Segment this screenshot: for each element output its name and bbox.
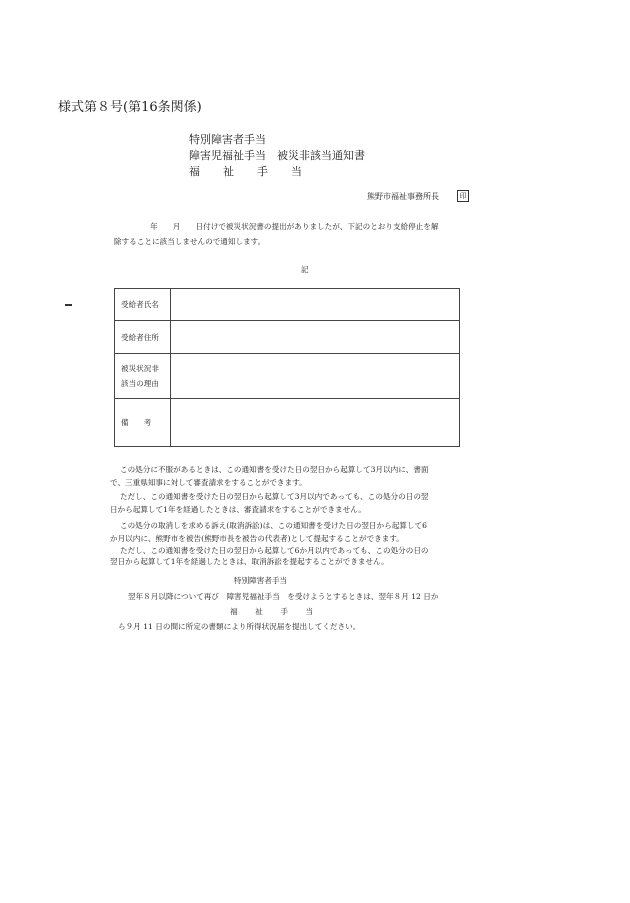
label-reason-line-1: 被災状況非 (121, 364, 159, 373)
seal-box: 印 (457, 190, 469, 202)
label-reason-line-2: 該当の理由 (121, 379, 159, 388)
value-recipient-address (171, 321, 460, 354)
intro-line-1: 年 月 日付けで被災状況書の提出がありましたが、下記のとおり支給停止を解 (150, 222, 439, 231)
label-reason (115, 354, 171, 399)
note-line: 翌日から起算して1年を経過したときは、取消訴訟を提起することができません。 (110, 557, 389, 566)
label-recipient-name: 受給者氏名 (115, 289, 171, 321)
ki-heading: 記 (301, 265, 309, 274)
note-line: この処分に不服があるときは、この通知書を受けた日の翌日から起算して3月以内に、書面 (120, 465, 429, 474)
special-allowance-3: 福 祉 手 当 (230, 607, 319, 616)
table-row (115, 399, 460, 447)
details-table (114, 288, 460, 447)
label-recipient-address: 受給者住所 (115, 321, 171, 354)
special-instruction-cont: ら９月 11 日の間に所定の書類により所得状況届を提出してください。 (118, 622, 361, 631)
value-recipient-name (171, 289, 460, 321)
note-line: ただし、この通知書を受けた日の翌日から起算して6か月以内であっても、この処分の日の (120, 546, 429, 555)
table-row (115, 354, 460, 399)
label-remarks: 備 考 (115, 399, 171, 447)
title-allowance-3: 福 祉 手 当 (189, 165, 308, 178)
note-line: この処分の取消しを求める訴え(取消訴訟)は、この通知書を受けた日の翌日から起算して6 (120, 521, 427, 530)
document-title: 被災非該当通知書 (277, 149, 365, 162)
margin-mark (65, 304, 72, 306)
intro-line-2: 除することに該当しませんので通知します。 (114, 237, 266, 246)
special-instruction: 翌年８月以降について再び 障害児福祉手当 を受けようとするときは、翌年８月 12 日か (128, 592, 439, 601)
title-allowance-2: 障害児福祉手当 (189, 149, 266, 162)
special-allowance-1: 特別障害者手当 (234, 576, 288, 585)
value-reason (171, 354, 460, 399)
title-allowance-1: 特別障害者手当 (189, 133, 266, 146)
form-number: 様式第８号(第16条関係) (58, 100, 202, 115)
note-line: か月以内に、熊野市を被告(熊野市長を被告の代表者)として提起することができます。 (110, 534, 404, 543)
note-line: ただし、この通知書を受けた日の翌日から起算して3月以内であっても、この処分の日の翌 (120, 492, 429, 501)
table-row (115, 289, 460, 321)
issuer-name: 熊野市福祉事務所長 (367, 192, 439, 201)
table-row (115, 321, 460, 354)
note-line: で、三重県知事に対して審査請求をすることができます。 (110, 478, 307, 487)
value-remarks (171, 399, 460, 447)
note-line: 日から起算して1年を経過したときは、審査請求をすることができません。 (110, 505, 366, 514)
